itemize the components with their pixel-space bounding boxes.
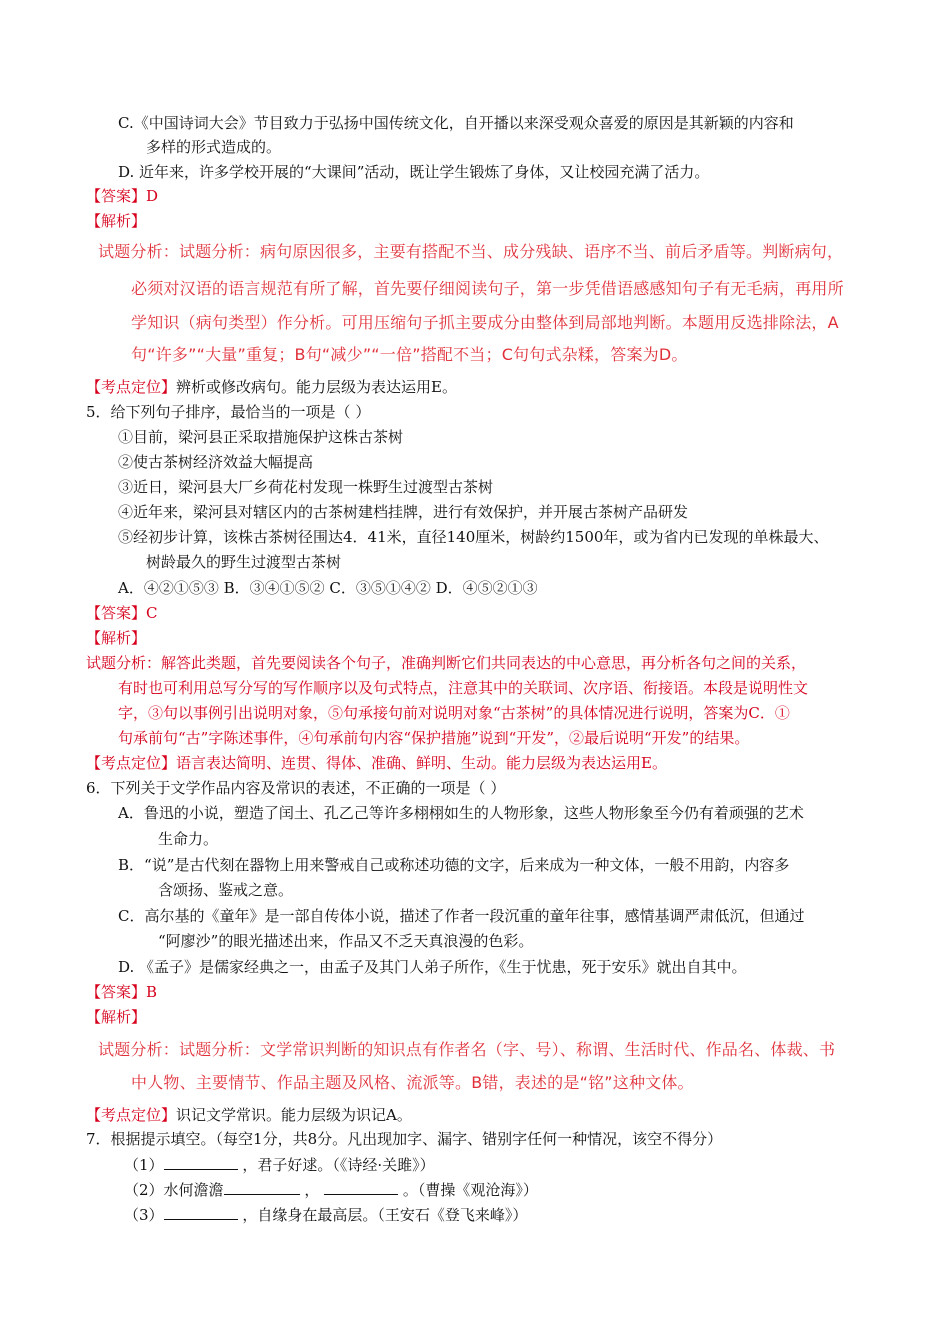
- answer-tag: 【答案】: [86, 604, 147, 622]
- q6-option-d: D. 《孟子》是儒家经典之一，由孟子及其门人弟子所作，《生于忧患，死于安乐》就出自其中。: [118, 958, 747, 976]
- q6-option-b-line2: 含颂扬、鉴戒之意。: [158, 881, 294, 899]
- q4-option-d: D. 近年来，许多学校开展的“大课间”活动，既让学生锻炼了身体，又让校园充满了活力。: [118, 163, 710, 181]
- q6-kaodian: [86, 1104, 412, 1126]
- q4-analysis-tag: 【解析】: [86, 212, 147, 230]
- q5-sentence-5-line1: ⑤经初步计算，该株古茶树径围达4．41米，直径140厘米，树龄约1500年，或为省内已发现的单株最大、: [118, 528, 829, 546]
- q4-answer: [86, 185, 158, 207]
- q6-option-c-line1: C．高尔基的《童年》是一部自传体小说，描述了作者一段沉重的童年往事，感情基调严肃低沉，但通过: [118, 907, 805, 925]
- q5-options: A．④②①⑤③ B．③④①⑤② C．③⑤①④② D．④⑤②①③: [118, 579, 538, 597]
- answer-blank[interactable]: [324, 1179, 398, 1195]
- q5-analysis-line1: 试题分析：解答此类题，首先要阅读各个句子，准确判断它们共同表达的中心意思，再分析各句之间的关系，: [86, 654, 807, 672]
- q5-analysis-line2: 有时也可利用总写分写的写作顺序以及句式特点，注意其中的关联词、次序语、衔接语。本段是说明性文: [118, 679, 809, 697]
- kaodian-text: 辨析或修改病句。能力层级为表达运用E。: [176, 378, 457, 396]
- q4-option-c-line1: C.《中国诗词大会》节目致力于弘扬中国传统文化，自开播以来深受观众喜爱的原因是其新颖的内容和: [118, 114, 794, 132]
- kaodian-text: 语言表达简明、连贯、得体、准确、鲜明、生动。能力层级为表达运用E。: [176, 754, 667, 772]
- q6-option-c-line2: “阿廖沙”的眼光描述出来，作品又不乏天真浪漫的色彩。: [158, 932, 534, 950]
- kaodian-text: 识记文学常识。能力层级为识记A。: [176, 1106, 412, 1124]
- item-text: ，君子好逑。（《诗经·关雎》）: [242, 1156, 435, 1174]
- q5-sentence-4: ④近年来，梁河县对辖区内的古茶树建档挂牌，进行有效保护，并开展古茶树产品研发: [118, 503, 689, 521]
- q5-analysis-line4: 句承前句“古”字陈述事件，④句承前句内容“保护措施”说到“开发”，②最后说明“开发”的结果。: [118, 729, 750, 747]
- item-number: （1）: [124, 1156, 164, 1174]
- answer-tag: 【答案】: [86, 187, 147, 205]
- kaodian-tag: 【考点定位】: [86, 754, 177, 772]
- q5-sentence-2: ②使古茶树经济效益大幅提高: [118, 453, 314, 471]
- q7-item-1: [124, 1154, 435, 1176]
- q7-stem: 7．根据提示填空。（每空1分，共8分。凡出现加字、漏字、错别字任何一种情况，该空不得分）: [86, 1130, 723, 1148]
- q6-option-b-line1: B．“说”是古代刻在器物上用来警戒自己或称述功德的文字，后来成为一种文体，一般不用韵，内容多: [118, 856, 790, 874]
- answer-blank[interactable]: [224, 1179, 300, 1195]
- q7-item-3: [124, 1204, 527, 1226]
- q5-stem: 5．给下列句子排序，最恰当的一项是（ ）: [86, 403, 371, 421]
- answer-blank[interactable]: [164, 1154, 238, 1170]
- q5-kaodian: [86, 752, 667, 774]
- q6-stem: 6．下列关于文学作品内容及常识的表述，不正确的一项是（ ）: [86, 779, 506, 797]
- item-text: ，自缘身在最高层。（王安石《登飞来峰》）: [242, 1206, 528, 1224]
- kaodian-tag: 【考点定位】: [86, 1106, 177, 1124]
- item-number: （2）水何澹澹: [124, 1181, 224, 1199]
- answer-value: B: [146, 983, 158, 1001]
- q7-item-2: [124, 1179, 538, 1201]
- q4-option-c-line2: 多样的形式造成的。: [146, 138, 282, 156]
- q5-analysis-line3: 字，③句以事例引出说明对象，⑤句承接句前对说明对象“古茶树”的具体情况进行说明，答案为C．①: [118, 704, 790, 722]
- q4-analysis-line1: 试题分析：试题分析：病句原因很多，主要有搭配不当、成分残缺、语序不当、前后矛盾等。判断病句，: [98, 242, 844, 261]
- q5-sentence-5-line2: 树龄最久的野生过渡型古茶树: [146, 553, 342, 571]
- q4-analysis-line4: 句“许多”“大量”重复；B句“减少”“一倍”搭配不当；C句句式杂糅，答案为D。: [131, 345, 688, 364]
- q6-option-a-line2: 生命力。: [158, 830, 219, 848]
- item-text: 。（曹操《观沧海》）: [402, 1181, 538, 1199]
- q6-option-a-line1: A．鲁迅的小说，塑造了闰土、孔乙己等许多栩栩如生的人物形象，这些人物形象至今仍有着顽强的艺术: [118, 804, 804, 822]
- q5-answer: [86, 602, 158, 624]
- q6-analysis-tag: 【解析】: [86, 1008, 147, 1026]
- item-number: （3）: [124, 1206, 164, 1224]
- answer-value: C: [146, 604, 158, 622]
- q4-analysis-line2: 必须对汉语的语言规范有所了解，首先要仔细阅读句子，第一步凭借语感感知句子有无毛病，再用所: [131, 279, 844, 298]
- q6-analysis-line2: 中人物、主要情节、作品主题及风格、流派等。B错，表述的是“铭”这种文体。: [131, 1073, 694, 1092]
- answer-blank[interactable]: [164, 1204, 238, 1220]
- item-separator: ，: [304, 1181, 320, 1199]
- q5-analysis-tag: 【解析】: [86, 629, 147, 647]
- q5-sentence-3: ③近日，梁河县大厂乡荷花村发现一株野生过渡型古茶树: [118, 478, 494, 496]
- q4-kaodian: [86, 376, 457, 398]
- q6-analysis-line1: 试题分析：试题分析：文学常识判断的知识点有作者名（字、号）、称谓、生活时代、作品名、体裁、书: [98, 1040, 836, 1059]
- q6-answer: [86, 981, 157, 1003]
- kaodian-tag: 【考点定位】: [86, 378, 177, 396]
- answer-value: D: [146, 187, 159, 205]
- answer-tag: 【答案】: [86, 983, 147, 1001]
- q4-analysis-line3: 学知识（病句类型）作分析。可用压缩句子抓主要成分由整体到局部地判断。本题用反选排除法，A: [131, 313, 839, 332]
- q5-sentence-1: ①目前，梁河县正采取措施保护这株古茶树: [118, 428, 404, 446]
